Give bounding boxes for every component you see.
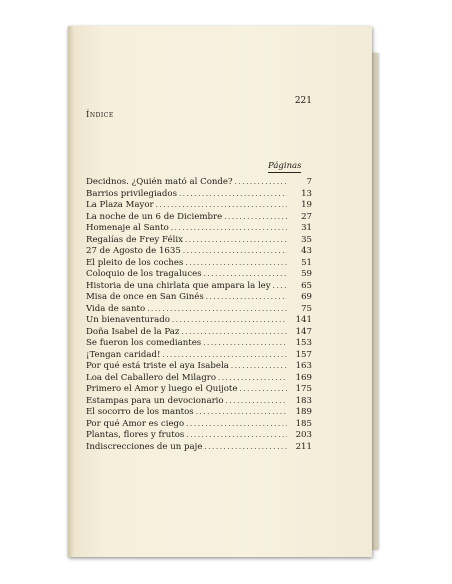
dot-leader <box>179 189 287 201</box>
toc-entry <box>86 292 312 304</box>
toc-entry-title: Homenaje al Santo <box>86 223 169 233</box>
toc-entry <box>86 350 312 362</box>
toc-entry-page: 19 <box>301 200 312 210</box>
toc-entry-title: La noche de un 6 de Diciembre <box>86 211 223 222</box>
toc-entry-page: 51 <box>301 257 312 268</box>
dot-leader <box>156 200 287 212</box>
toc-entry-page: 65 <box>301 280 312 291</box>
dot-leader <box>204 269 287 281</box>
dot-leader <box>147 304 287 316</box>
toc-entry <box>86 189 312 201</box>
dot-leader <box>218 373 287 385</box>
toc-entry <box>86 246 312 258</box>
toc-entry-page: 157 <box>295 349 312 360</box>
toc-entry <box>86 338 312 350</box>
toc-entry-page: 7 <box>306 177 312 187</box>
toc-entry-page: 141 <box>295 315 312 325</box>
toc-entry-title: El socorro de los mantos <box>86 407 194 417</box>
toc-entry-page: 169 <box>295 372 312 383</box>
dot-leader <box>162 350 287 362</box>
dot-leader <box>171 223 287 235</box>
section-title: Índice <box>86 110 114 120</box>
toc-entry <box>86 361 312 373</box>
dot-leader <box>235 177 287 189</box>
toc-entry-page: 69 <box>301 292 312 302</box>
dot-leader <box>273 281 287 293</box>
toc-entry-page: 35 <box>301 234 312 245</box>
pages-column-header: Páginas <box>268 161 302 171</box>
toc-entry <box>86 281 312 293</box>
toc-entry <box>86 235 312 247</box>
toc-entry-title: Se fueron los comediantes <box>86 338 202 348</box>
toc-entry-page: 13 <box>301 188 312 199</box>
toc-entry-title: Un bienaventurado <box>86 315 170 325</box>
toc-entry-page: 183 <box>295 395 312 406</box>
toc-entry-page: 75 <box>301 303 312 314</box>
toc-entry <box>86 419 312 431</box>
toc-entry-page: 31 <box>301 223 312 233</box>
toc-entry-title: Loa del Caballero del Milagro <box>86 372 216 383</box>
page-gutter-shadow <box>68 26 74 557</box>
toc-entry <box>86 269 312 281</box>
toc-entry-page: 147 <box>295 326 312 337</box>
toc-entry-title: Doña Isabel de la Paz <box>86 326 180 337</box>
toc-entry-page: 43 <box>301 246 312 256</box>
dot-leader <box>226 396 287 408</box>
toc-entry <box>86 304 312 316</box>
toc-entry-page: 153 <box>295 338 312 348</box>
toc-entry-title: Por qué Amor es ciego <box>86 418 185 429</box>
toc-entry-title: Vida de santo <box>86 303 146 314</box>
toc-entry <box>86 177 312 189</box>
toc-entry-page: 185 <box>295 418 312 429</box>
toc-entry-title: Decidnos. ¿Quién mató al Conde? <box>86 177 233 187</box>
toc-entry-page: 203 <box>295 430 312 440</box>
dot-leader <box>185 258 287 270</box>
toc-entry <box>86 373 312 385</box>
toc-entry-title: 27 de Agosto de 1635 <box>86 246 181 256</box>
toc-entry <box>86 327 312 339</box>
toc-entry-title: Primero el Amor y luego el Quijote <box>86 384 238 394</box>
toc-entry-page: 211 <box>295 441 312 452</box>
toc-entry <box>86 442 312 454</box>
toc-entry <box>86 258 312 270</box>
dot-leader <box>239 384 287 396</box>
dot-leader <box>231 361 287 373</box>
dot-leader <box>186 430 287 442</box>
toc-entry-page: 189 <box>295 407 312 417</box>
page-number: 221 <box>294 96 312 106</box>
toc-entry-title: Historia de una chirlata que ampara la ley <box>86 280 271 291</box>
toc-entry-title: Coloquio de los tragaluces <box>86 269 202 279</box>
toc-entry-title: Plantas, flores y frutos <box>86 430 185 440</box>
dot-leader <box>181 327 287 339</box>
dot-leader <box>172 315 287 327</box>
toc-entry <box>86 212 312 224</box>
toc-entry <box>86 200 312 212</box>
dot-leader <box>185 235 287 247</box>
table-of-contents <box>86 177 312 453</box>
toc-entry-title: La Plaza Mayor <box>86 200 154 210</box>
toc-entry <box>86 315 312 327</box>
toc-entry-page: 27 <box>301 211 312 222</box>
toc-entry <box>86 384 312 396</box>
toc-entry <box>86 407 312 419</box>
toc-entry-title: Indiscrecciones de un paje <box>86 441 203 452</box>
dot-leader <box>196 407 287 419</box>
dot-leader <box>186 419 287 431</box>
dot-leader <box>203 338 287 350</box>
toc-entry-title: Misa de once en San Ginés <box>86 292 204 302</box>
book-page <box>68 26 372 557</box>
toc-entry-title: Barrios privilegiados <box>86 188 177 199</box>
toc-entry-title: ¡Tengan caridad! <box>86 349 161 360</box>
dot-leader <box>206 292 287 304</box>
dot-leader <box>224 212 287 224</box>
toc-entry-title: Por qué está triste el aya Isabela <box>86 361 229 371</box>
toc-entry-title: Estampas para un devocionario <box>86 395 224 406</box>
dot-leader <box>183 246 287 258</box>
toc-entry <box>86 430 312 442</box>
toc-entry <box>86 223 312 235</box>
toc-entry-page: 163 <box>295 361 312 371</box>
toc-entry <box>86 396 312 408</box>
toc-entry-title: Regalías de Frey Félix <box>86 234 183 245</box>
toc-entry-page: 59 <box>301 269 312 279</box>
dot-leader <box>204 442 287 454</box>
toc-entry-page: 175 <box>295 384 312 394</box>
toc-entry-title: El pleito de los coches <box>86 257 184 268</box>
